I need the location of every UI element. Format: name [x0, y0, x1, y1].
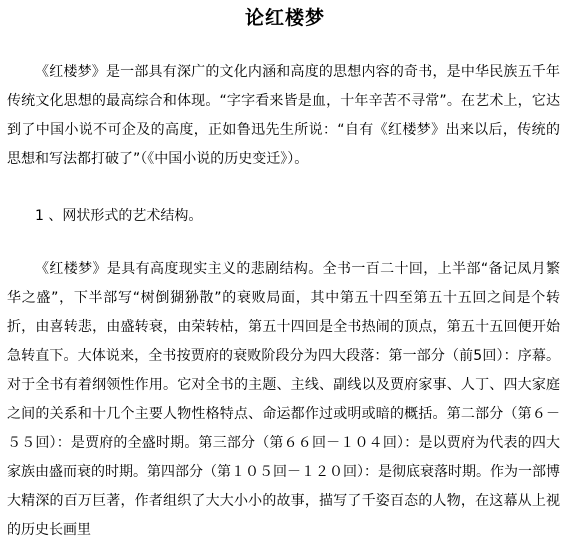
- section-paragraph: 《红楼梦》是具有高度现实主义的悲剧结构。全书一百二十回，上半部“备记凤月繁华之盛”，下半部写“树倒猢狲散”的衰败局面，其中第五十四至第五十五回之间是个转折，由喜转悲，由盛转衰，由荣转枯，第五十四回是全书热闹的顶点，第五十五回便开始急转直下。大体说来，全书按贾府的衰败阶段分为四大段落：第一部分（前5回）：序幕。对于全书有着纲领性作用。它对全书的主题、主线、副线以及贾府家事、人丁、四大家庭之间的关系和十几个主要人物性格特点、命运都作过或明或暗的概括。第二部分（第６－５５回）：是贾府的全盛时期。第三部分（第６６回－１０４回）：是以贾府为代表的四大家族由盛而衰的时期。第四部分（第１０５回－１２０回）：是彻底衰落时期。作为一部博大精深的百万巨著，作者组织了大大小小的故事，描写了千姿百态的人物，在这幕从上视的历史长画里: [7, 261, 560, 538]
- intro-paragraph: 《红楼梦》是一部具有深广的文化内涵和高度的思想内容的奇书，是中华民族五千年传统文化思想的最高综合和体现。“字字看来皆是血，十年辛苦不寻常”。在艺术上，它达到了中国小说不可企及的高度，正如鲁迅先生所说：“自有《红楼梦》出来以后，传统的思想和写法都打破了”（《中国小说的历史变迁》）。: [7, 64, 560, 167]
- document-title: 论红楼梦: [244, 7, 325, 29]
- section-heading: 1 、网状形式的艺术结构。: [35, 208, 203, 224]
